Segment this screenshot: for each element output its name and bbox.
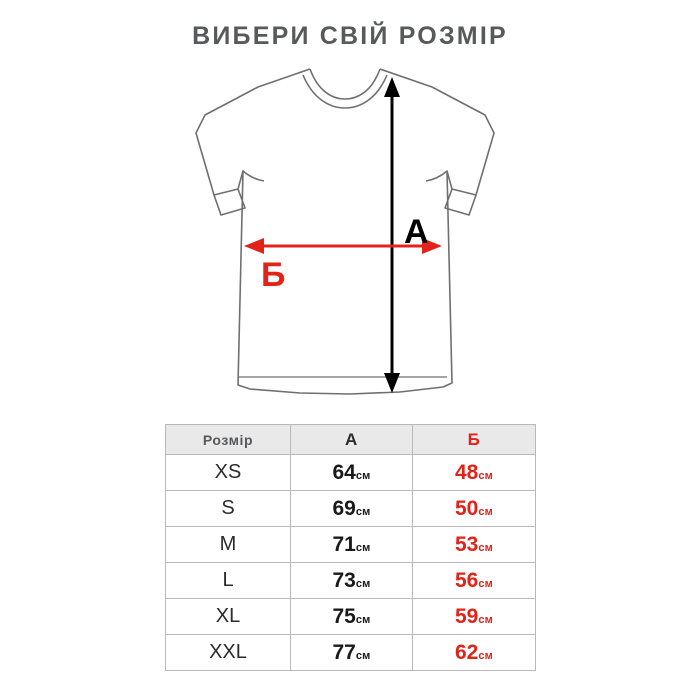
table-row (166, 563, 536, 599)
unit-b: см (478, 613, 493, 626)
tshirt-illustration (0, 55, 700, 405)
table-row (166, 599, 536, 635)
unit-b: см (478, 505, 493, 518)
unit-a: см (355, 649, 371, 662)
value-b: 53 (454, 532, 479, 556)
header-b: Б (413, 425, 536, 455)
width-label: Б (261, 256, 286, 294)
header-a: А (291, 425, 413, 455)
value-a: 77 (332, 640, 356, 664)
cell-size: L (166, 563, 291, 599)
table-row (166, 491, 536, 527)
size-table-head (166, 425, 536, 455)
cell-a (291, 527, 413, 563)
value-b: 56 (454, 568, 479, 592)
cell-b (413, 635, 536, 671)
value-b: 48 (454, 460, 479, 484)
cell-b (413, 599, 536, 635)
header-size: Розмір (166, 425, 291, 455)
table-row (166, 635, 536, 671)
cell-size: M (166, 527, 291, 563)
unit-a: см (355, 469, 371, 482)
cell-size: S (166, 491, 291, 527)
unit-b: см (478, 577, 493, 590)
page-title: ВИБЕРИ СВІЙ РОЗМІР (192, 22, 508, 50)
value-b: 50 (454, 496, 479, 520)
table-row (166, 527, 536, 563)
value-a: 73 (332, 568, 356, 592)
size-table-container (165, 424, 535, 671)
cell-size: XXL (166, 635, 291, 671)
value-a: 69 (332, 496, 356, 520)
cell-b (413, 455, 536, 491)
unit-a: см (355, 505, 371, 518)
value-a: 75 (332, 604, 356, 628)
cell-size: XS (166, 455, 291, 491)
value-a: 71 (332, 532, 356, 556)
table-row (166, 455, 536, 491)
value-b: 59 (454, 604, 479, 628)
table-header-row (166, 425, 536, 455)
unit-b: см (478, 541, 493, 554)
cell-size: XL (166, 599, 291, 635)
size-table-body (166, 455, 536, 671)
cell-a (291, 455, 413, 491)
unit-a: см (355, 577, 371, 590)
cell-b (413, 491, 536, 527)
unit-b: см (478, 649, 493, 662)
unit-a: см (355, 613, 371, 626)
cell-a (291, 491, 413, 527)
cell-a (291, 635, 413, 671)
cell-b (413, 563, 536, 599)
cell-a (291, 563, 413, 599)
tshirt-diagram (0, 55, 700, 405)
size-table (165, 424, 536, 671)
cell-a (291, 599, 413, 635)
unit-a: см (355, 541, 371, 554)
value-a: 64 (332, 460, 356, 484)
height-label: А (404, 213, 429, 251)
cell-b (413, 527, 536, 563)
unit-b: см (478, 469, 493, 482)
value-b: 62 (454, 640, 479, 664)
